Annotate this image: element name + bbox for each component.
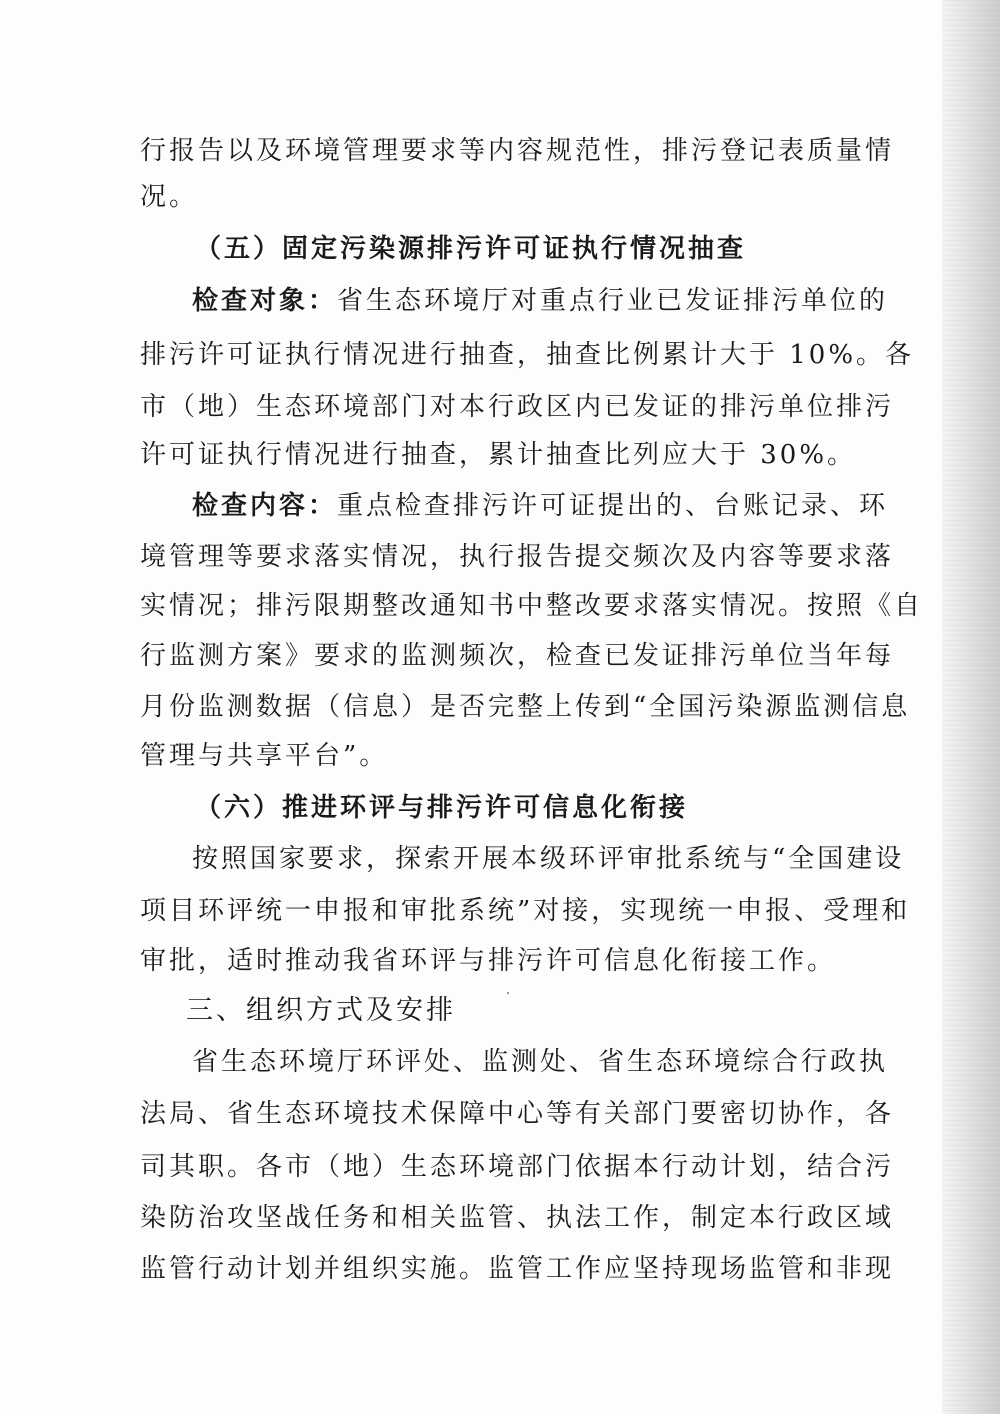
body-line: 司其职。各市（地）生态环境部门依据本行动计划，结合污 — [140, 1152, 895, 1182]
paragraph-line: 省生态环境厅环评处、监测处、省生态环境综合行政执 — [192, 1047, 889, 1077]
body-line: 实情况；排污限期整改通知书中整改要求落实情况。按照《自 — [140, 591, 924, 621]
paragraph-line — [192, 281, 888, 321]
body-line: 月份监测数据（信息）是否完整上传到“全国污染源监测信息 — [140, 692, 911, 722]
body-line: 行监测方案》要求的监测频次，检查已发证排污单位当年每 — [140, 641, 895, 671]
section-heading-3: 三、组织方式及安排 — [186, 995, 456, 1026]
body-line: 许可证执行情况进行抽查，累计抽查比列应大于 30%。 — [140, 440, 857, 470]
subsection-heading-5: （五）固定污染源排污许可证执行情况抽查 — [195, 234, 747, 264]
body-line: 排污许可证执行情况进行抽查，抽查比例累计大于 10%。各 — [140, 340, 915, 370]
paragraph-line — [192, 486, 888, 526]
body-line: 法局、省生态环境技术保障中心等有关部门要密切协作，各 — [140, 1099, 895, 1129]
paragraph-line: 按照国家要求，探索开展本级环评审批系统与“全国建设 — [192, 844, 905, 874]
body-line: 况。 — [140, 182, 199, 212]
inspection-target-label: 检查对象： — [192, 286, 338, 316]
body-line: 染防治攻坚战任务和相关监管、执法工作，制定本行政区域 — [140, 1203, 895, 1233]
subsection-heading-6: （六）推进环评与排污许可信息化衔接 — [195, 793, 689, 823]
paragraph-text: 重点检查排污许可证提出的、台账记录、环 — [337, 491, 889, 521]
body-line: 项目环评统一申报和审批系统”对接，实现统一申报、受理和 — [140, 896, 911, 926]
body-line: 行报告以及环境管理要求等内容规范性，排污登记表质量情 — [140, 136, 895, 166]
body-line: 管理与共享平台”。 — [140, 741, 389, 771]
scan-speck — [507, 992, 509, 994]
inspection-content-label: 检查内容： — [192, 491, 338, 521]
paragraph-text: 省生态环境厅对重点行业已发证排污单位的 — [337, 286, 889, 316]
body-line: 境管理等要求落实情况，执行报告提交频次及内容等要求落 — [140, 542, 895, 572]
body-line: 审批，适时推动我省环评与排污许可信息化衔接工作。 — [140, 946, 837, 976]
scan-shadow-edge — [942, 0, 1000, 1414]
body-line: 监管行动计划并组织实施。监管工作应坚持现场监管和非现 — [140, 1254, 895, 1284]
body-line: 市（地）生态环境部门对本行政区内已发证的排污单位排污 — [140, 392, 895, 422]
